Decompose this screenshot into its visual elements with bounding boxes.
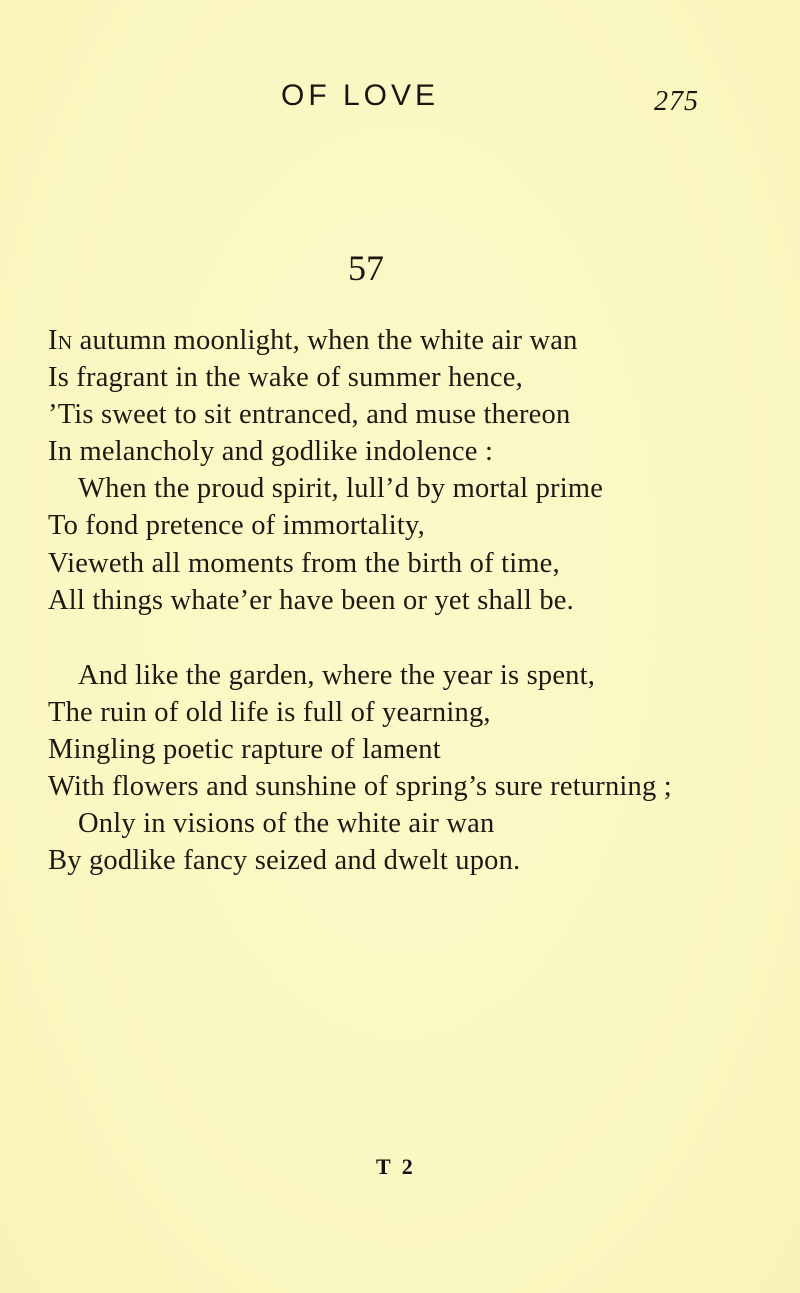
poem-line: ’Tis sweet to sit entranced, and muse thereon (48, 399, 571, 431)
drop-word: In (48, 325, 73, 356)
poem-line: And like the garden, where the year is spent, (78, 659, 596, 691)
stanza-1 (48, 322, 788, 619)
poem-line: Is fragrant in the wake of summer hence, (48, 362, 523, 394)
signature-mark: T 2 (376, 1154, 416, 1179)
poem-line: To fond pretence of immortality, (48, 510, 425, 542)
poem-line: When the proud spirit, lull’d by mortal prime (78, 473, 604, 505)
poem-body (48, 322, 788, 879)
running-head (0, 78, 800, 118)
stanza-2 (48, 657, 788, 880)
line-text: autumn moonlight, when the white air wan (72, 325, 578, 356)
poem-line: In melancholy and godlike indolence : (48, 436, 494, 468)
page-number: 275 (654, 86, 699, 117)
poem-line: The ruin of old life is full of yearning, (48, 696, 491, 728)
poem-line: Mingling poetic rapture of lament (48, 733, 441, 765)
poem-line: All things whate’er have been or yet shall be. (48, 584, 574, 616)
poem-line: Vieweth all moments from the birth of time, (48, 547, 560, 579)
poem-number: 57 (348, 248, 384, 288)
running-title: OF LOVE (281, 79, 440, 112)
poem-line: Only in visions of the white air wan (78, 808, 495, 840)
poem-line (48, 322, 788, 359)
poem-line: With flowers and sunshine of spring’s sure returning ; (48, 771, 672, 803)
poem-line: By godlike fancy seized and dwelt upon. (48, 845, 521, 877)
